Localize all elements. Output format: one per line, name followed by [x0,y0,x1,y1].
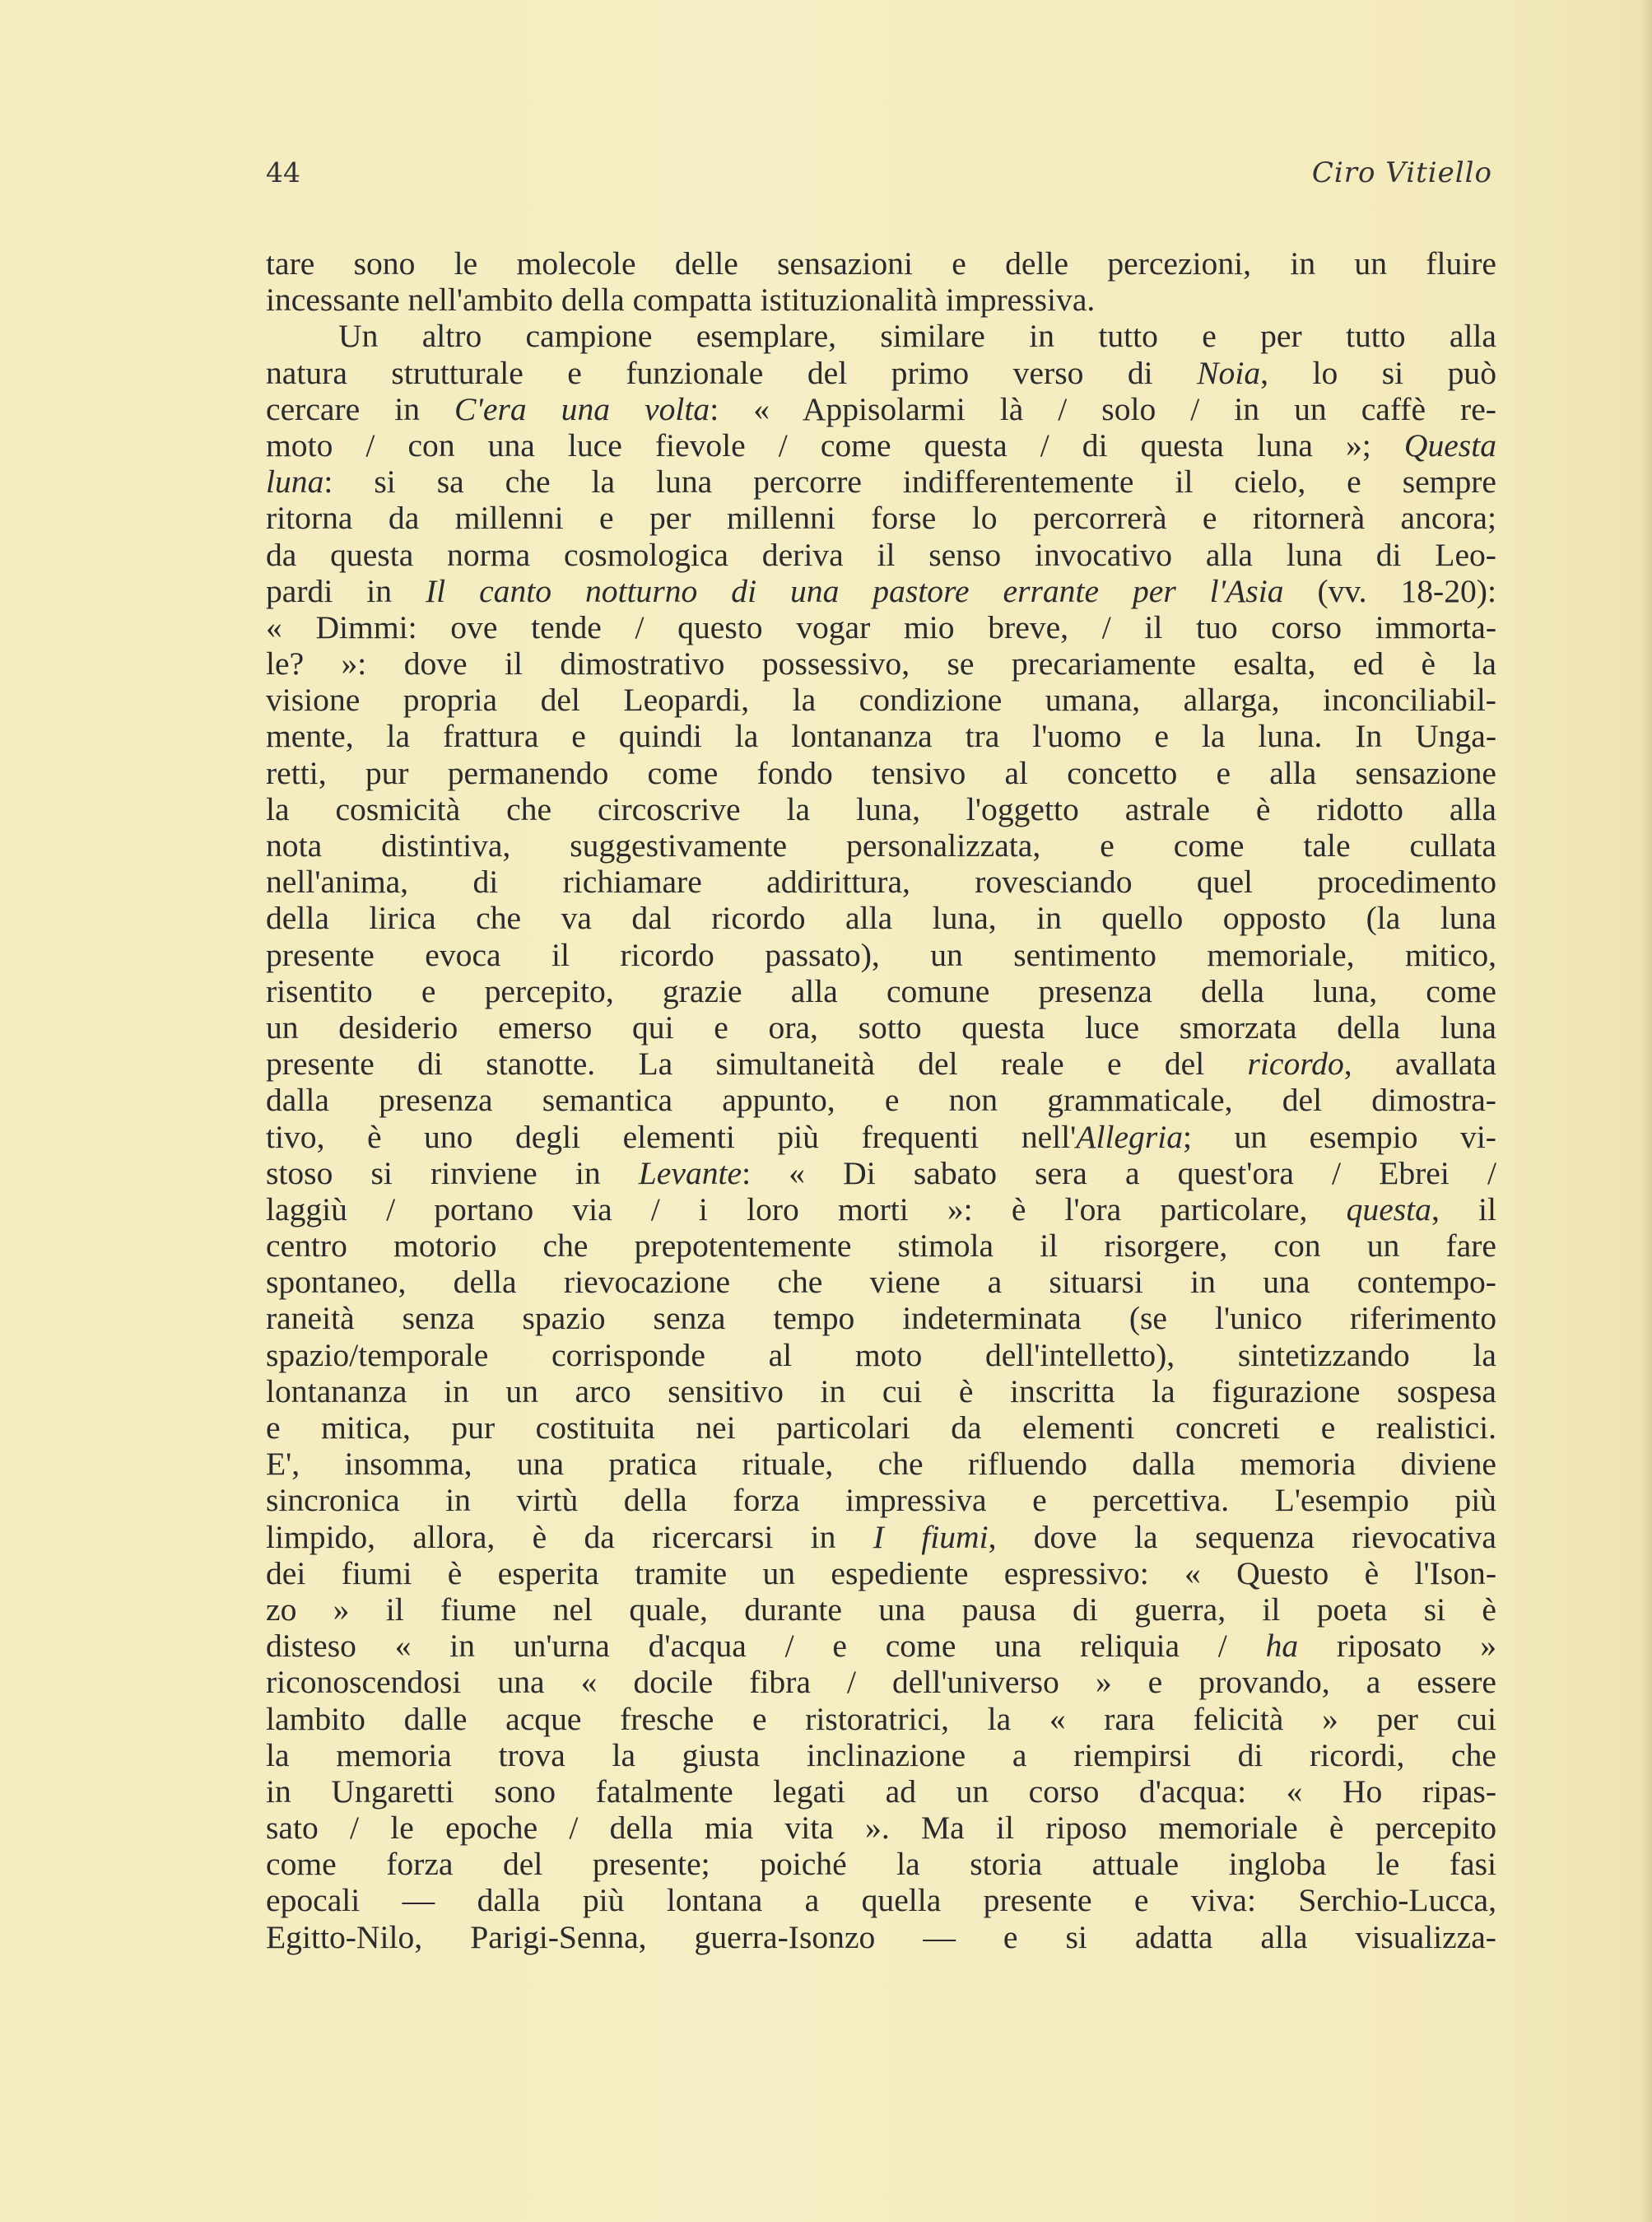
text-line: lambito dalle acque fresche e ristoratrici, la « rara felicità » per cui [266,1700,1496,1737]
text-line: lontananza in un arco sensitivo in cui è inscritta la figurazione sospesa [266,1372,1496,1409]
text-line: la memoria trova la giusta inclinazione a riempirsi di ricordi, che [266,1736,1496,1773]
text-line: dei fiumi è esperita tramite un espediente espressivo: « Questo è l'Ison- [266,1554,1496,1591]
text-line: mente, la frattura e quindi la lontananza tra l'uomo e la luna. In Unga- [266,718,1496,755]
text-line: pardi in Il canto notturno di una pastore errante per l'Asia (vv. 18-20): [266,572,1496,609]
text-line: e mitica, pur costituita nei particolari da elementi concreti e realistici. [266,1409,1496,1446]
text-line: spazio/temporale corrisponde al moto dell'intelletto), sintetizzando la [266,1336,1496,1373]
text-line: dalla presenza semantica appunto, e non grammaticale, del dimostra- [266,1082,1496,1119]
text-line: tivo, è uno degli elementi più frequenti nell'Allegria; un esempio vi- [266,1118,1496,1155]
text-line: retti, pur permanendo come fondo tensivo al concetto e alla sensazione [266,754,1496,791]
text-line: risentito e percepito, grazie alla comune presenza della luna, come [266,972,1496,1009]
text-line: un desiderio emerso qui e ora, sotto questa luce smorzata della luna [266,1009,1496,1046]
text-line: visione propria del Leopardi, la condizione umana, allarga, inconciliabil- [266,682,1496,719]
text-line: tare sono le molecole delle sensazioni e delle percezioni, in un fluire [266,245,1496,282]
running-head: Ciro Vitiello [1311,156,1492,189]
text-line: epocali — dalla più lontana a quella presente e viva: Serchio-Lucca, [266,1882,1496,1919]
text-line: nell'anima, di richiamare addirittura, rovesciando quel procedimento [266,864,1496,901]
page-number: 44 [266,156,300,189]
page-header [266,156,1492,198]
text-line: presente evoca il ricordo passato), un sentimento memoriale, mitico, [266,936,1496,973]
text-line: limpido, allora, è da ricercarsi in I fiumi, dove la sequenza rievocativa [266,1518,1496,1555]
text-line: le? »: dove il dimostrativo possessivo, se precariamente esalta, ed è la [266,645,1496,682]
text-line: « Dimmi: ove tende / questo vogar mio breve, / il tuo corso immorta- [266,608,1496,645]
text-line: in Ungaretti sono fatalmente legati ad un corso d'acqua: « Ho ripas- [266,1772,1496,1810]
text-line: disteso « in un'urna d'acqua / e come una reliquia / ha riposato » [266,1628,1496,1665]
text-line: zo » il fiume nel quale, durante una pausa di guerra, il poeta si è [266,1591,1496,1628]
text-line: sincronica in virtù della forza impressiva e percettiva. L'esempio più [266,1482,1496,1519]
body-text [266,245,1496,1955]
text-line: incessante nell'ambito della compatta istituzionalità impressiva. [266,282,1096,319]
text-line: la cosmicità che circoscrive la luna, l'oggetto astrale è ridotto alla [266,790,1496,827]
text-line: centro motorio che prepotentemente stimola il risorgere, con un fare [266,1227,1496,1265]
text-line: natura strutturale e funzionale del primo verso di Noia, lo si può [266,354,1496,391]
page-edge [1640,0,1652,2222]
text-line: presente di stanotte. La simultaneità del reale e del ricordo, avallata [266,1046,1496,1083]
text-line: luna: si sa che la luna percorre indifferentemente il cielo, e sempre [266,463,1496,501]
text-line: della lirica che va dal ricordo alla luna, in quello opposto (la luna [266,900,1496,937]
text-line: spontaneo, della rievocazione che viene a situarsi in una contempo- [266,1264,1496,1301]
text-line: moto / con una luce fievole / come questa / di questa luna »; Questa [266,426,1496,463]
text-line: cercare in C'era una volta: « Appisolarmi là / solo / in un caffè re- [266,390,1496,427]
text-line: raneità senza spazio senza tempo indeterminata (se l'unico riferimento [266,1300,1496,1337]
text-line: ritorna da millenni e per millenni forse lo percorrerà e ritornerà ancora; [266,500,1496,537]
text-line: stoso si rinviene in Levante: « Di sabato sera a quest'ora / Ebrei / [266,1154,1496,1191]
text-line: riconoscendosi una « docile fibra / dell'universo » e provando, a essere [266,1664,1496,1701]
text-line: nota distintiva, suggestivamente personalizzata, e come tale cullata [266,827,1496,864]
text-line: da questa norma cosmologica deriva il senso invocativo alla luna di Leo- [266,536,1496,573]
text-line: come forza del presente; poiché la storia attuale ingloba le fasi [266,1846,1496,1883]
text-line: Egitto-Nilo, Parigi-Senna, guerra-Isonzo — e si adatta alla visualizza- [266,1918,1496,1955]
text-line: Un altro campione esemplare, similare in tutto e per tutto alla [338,318,1496,355]
text-line: laggiù / portano via / i loro morti »: è l'ora particolare, questa, il [266,1190,1496,1227]
text-line: sato / le epoche / della mia vita ». Ma il riposo memoriale è percepito [266,1810,1496,1847]
text-line: E', insomma, una pratica rituale, che rifluendo dalla memoria diviene [266,1446,1496,1483]
